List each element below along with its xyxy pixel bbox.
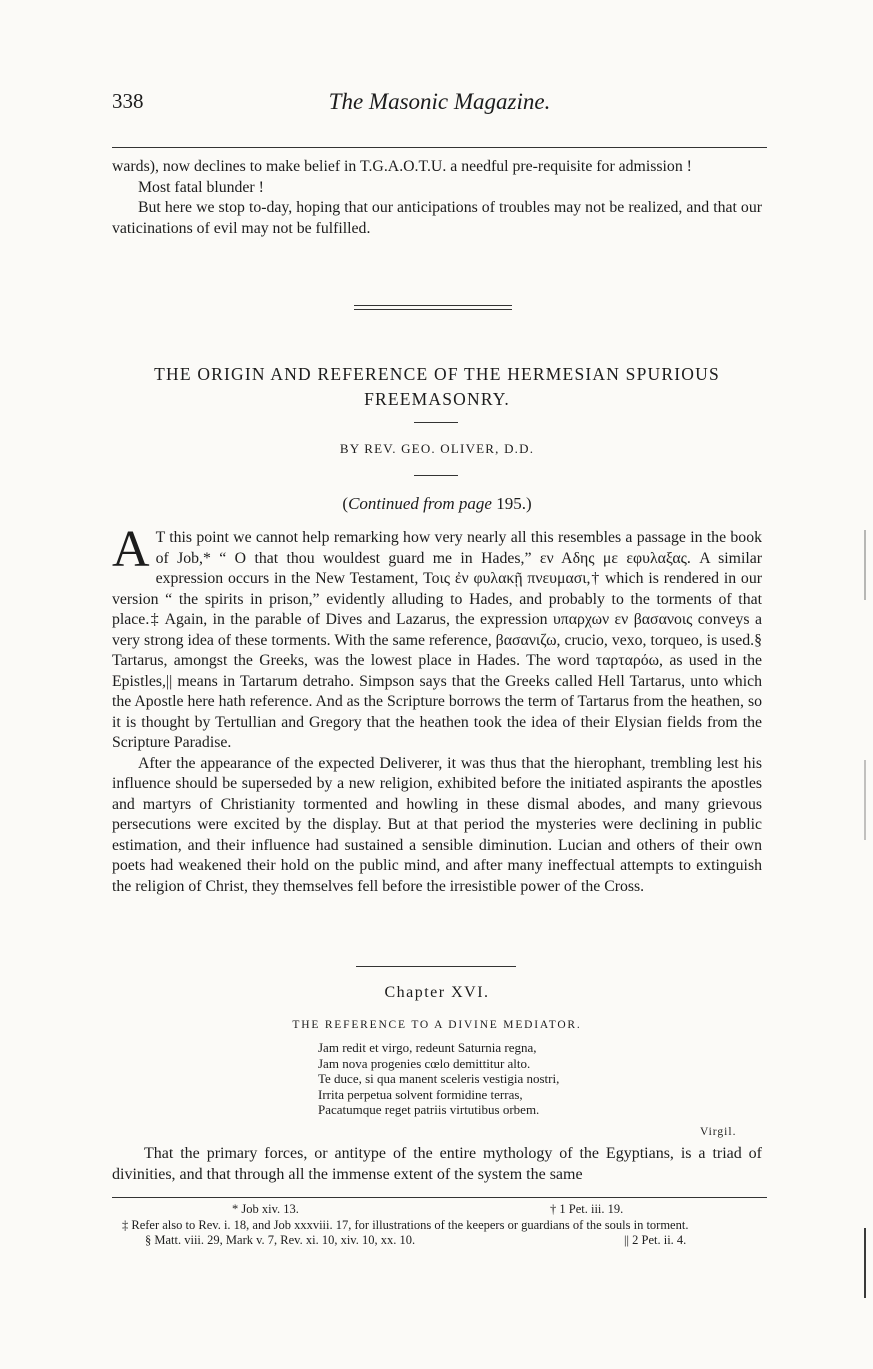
footnote: § Matt. viii. 29, Mark v. 7, Rev. xi. 10, xiv. 10, xx. 10. xyxy=(145,1233,416,1247)
continued-text: Continued from page xyxy=(348,494,492,513)
verse-line: Pacatumque reget patriis virtutibus orbem. xyxy=(318,1102,540,1117)
running-title: The Masonic Magazine. xyxy=(328,89,551,114)
section-rule xyxy=(356,966,516,967)
page-edge-mark xyxy=(864,1228,866,1298)
article-title xyxy=(112,362,762,412)
body-paragraph: After the appearance of the expected Deliverer, it was thus that the hierophant, trembling lest his influence should be superseded by a new religion, exhibited before the initiated aspirants the apostles and martyrs of Christianity tormented and howling in these dismal abodes, and many grievous persecutions were excited by the display. But at that period the mysteries were declining in public estimation, and their influence had sustained a sensible diminution. Lucian and others of their own poets had weakened their hold on the public mind, and after many ineffectual attempts to extinguish the religion of Christ, they themselves fell before the irresistible power of the Cross. xyxy=(112,754,762,895)
footnote-row xyxy=(112,1202,767,1218)
footnote: * Job xiv. 13. xyxy=(232,1202,299,1216)
body-paragraph: A T this point we cannot help remarking how very nearly all this resembles a passage in the book of Job,* “ O that thou wouldest guard me in Hades,” εν Αδης με εφυλαξας. A similar expression occurs in the New Testament, Τοις ἐν φυλακῇ πνευμασι,† which is rendered in our version “ the spirits in prison,” evidently alluding to Hades, and probably to the torments of that place.‡ Again, in the parable of Dives and Lazarus, the expression υπαρχων εν βασανοις conveys a very strong idea of these torments. With the same reference, βασανιζω, crucio, vexo, torqueo, is used.§ Tartarus, amongst the Greeks, was the lowest place in Hades. The word ταρταρόω, as used in the Epistles,|| means in Tartarum detraho. Simpson says that the Greeks called Hell Tartarus, unto which the Apostle here hath reference. And as the Scripture borrows the term of Tartarus from the heathen, so it is thought by Tertullian and Gregory that the heathen took the idea of their Elysian fields from the Scripture Paradise. xyxy=(112,521,763,751)
verse-line: Te duce, si qua manent sceleris vestigia nostri, xyxy=(318,1071,560,1086)
verse-line: Jam redit et virgo, redeunt Saturnia regna, xyxy=(318,1040,537,1055)
footnote-row xyxy=(112,1233,767,1249)
continued-note: (Continued from page 195.) xyxy=(342,494,532,513)
byline-rule xyxy=(414,475,458,476)
footnote-rule xyxy=(112,1197,767,1198)
chapter-subtitle: THE REFERENCE TO A DIVINE MEDIATOR. xyxy=(292,1019,582,1031)
footnote: † 1 Pet. iii. 19. xyxy=(550,1202,624,1216)
footnote: || 2 Pet. ii. 4. xyxy=(624,1233,687,1247)
page-header xyxy=(112,89,767,125)
carryover-paragraph: But here we stop to-day, hoping that our anticipations of troubles may not be realized, and that our vaticinations of evil may not be fulfilled. xyxy=(112,199,762,237)
footnotes xyxy=(112,1202,767,1249)
carryover-paragraph: wards), now declines to make belief in T.G.A.O.T.U. a needful pre-requisite for admission ! xyxy=(112,158,692,175)
article-title-line: FREEMASONRY. xyxy=(364,389,510,409)
verse-epigraph xyxy=(318,1040,559,1118)
section-divider xyxy=(354,305,512,310)
verse-attribution: Virgil. xyxy=(700,1126,737,1138)
verse-line: Irrita perpetua solvent formidine terras, xyxy=(318,1086,523,1102)
page-edge-mark xyxy=(864,530,866,600)
continued-page: 195.) xyxy=(491,494,532,513)
body-paragraph: That the primary forces, or antitype of the entire mythology of the Egyptians, is a triad of divinities, and that through all the immense extent of the system the same xyxy=(112,1145,762,1183)
byline: BY REV. GEO. OLIVER, D.D. xyxy=(339,441,535,456)
page-number: 338 xyxy=(112,89,144,113)
chapter-body xyxy=(112,1143,762,1185)
article-body xyxy=(112,521,763,897)
title-rule xyxy=(414,422,458,423)
carryover-paragraph: Most fatal blunder ! xyxy=(138,178,264,196)
page-edge-mark xyxy=(864,760,866,840)
verse-line: Jam nova progenies cœlo demittitur alto. xyxy=(318,1055,531,1071)
drop-cap: A xyxy=(112,521,150,578)
footnote: ‡ Refer also to Rev. i. 18, and Job xxxviii. 17, for illustrations of the keepers or guardians of the souls in torment. xyxy=(122,1217,689,1232)
chapter-heading: Chapter XVI. xyxy=(384,984,490,1001)
carryover-text xyxy=(112,157,762,239)
header-rule xyxy=(112,147,767,148)
article-title-line: THE ORIGIN AND REFERENCE OF THE HERMESIAN SPURIOUS xyxy=(154,364,720,384)
